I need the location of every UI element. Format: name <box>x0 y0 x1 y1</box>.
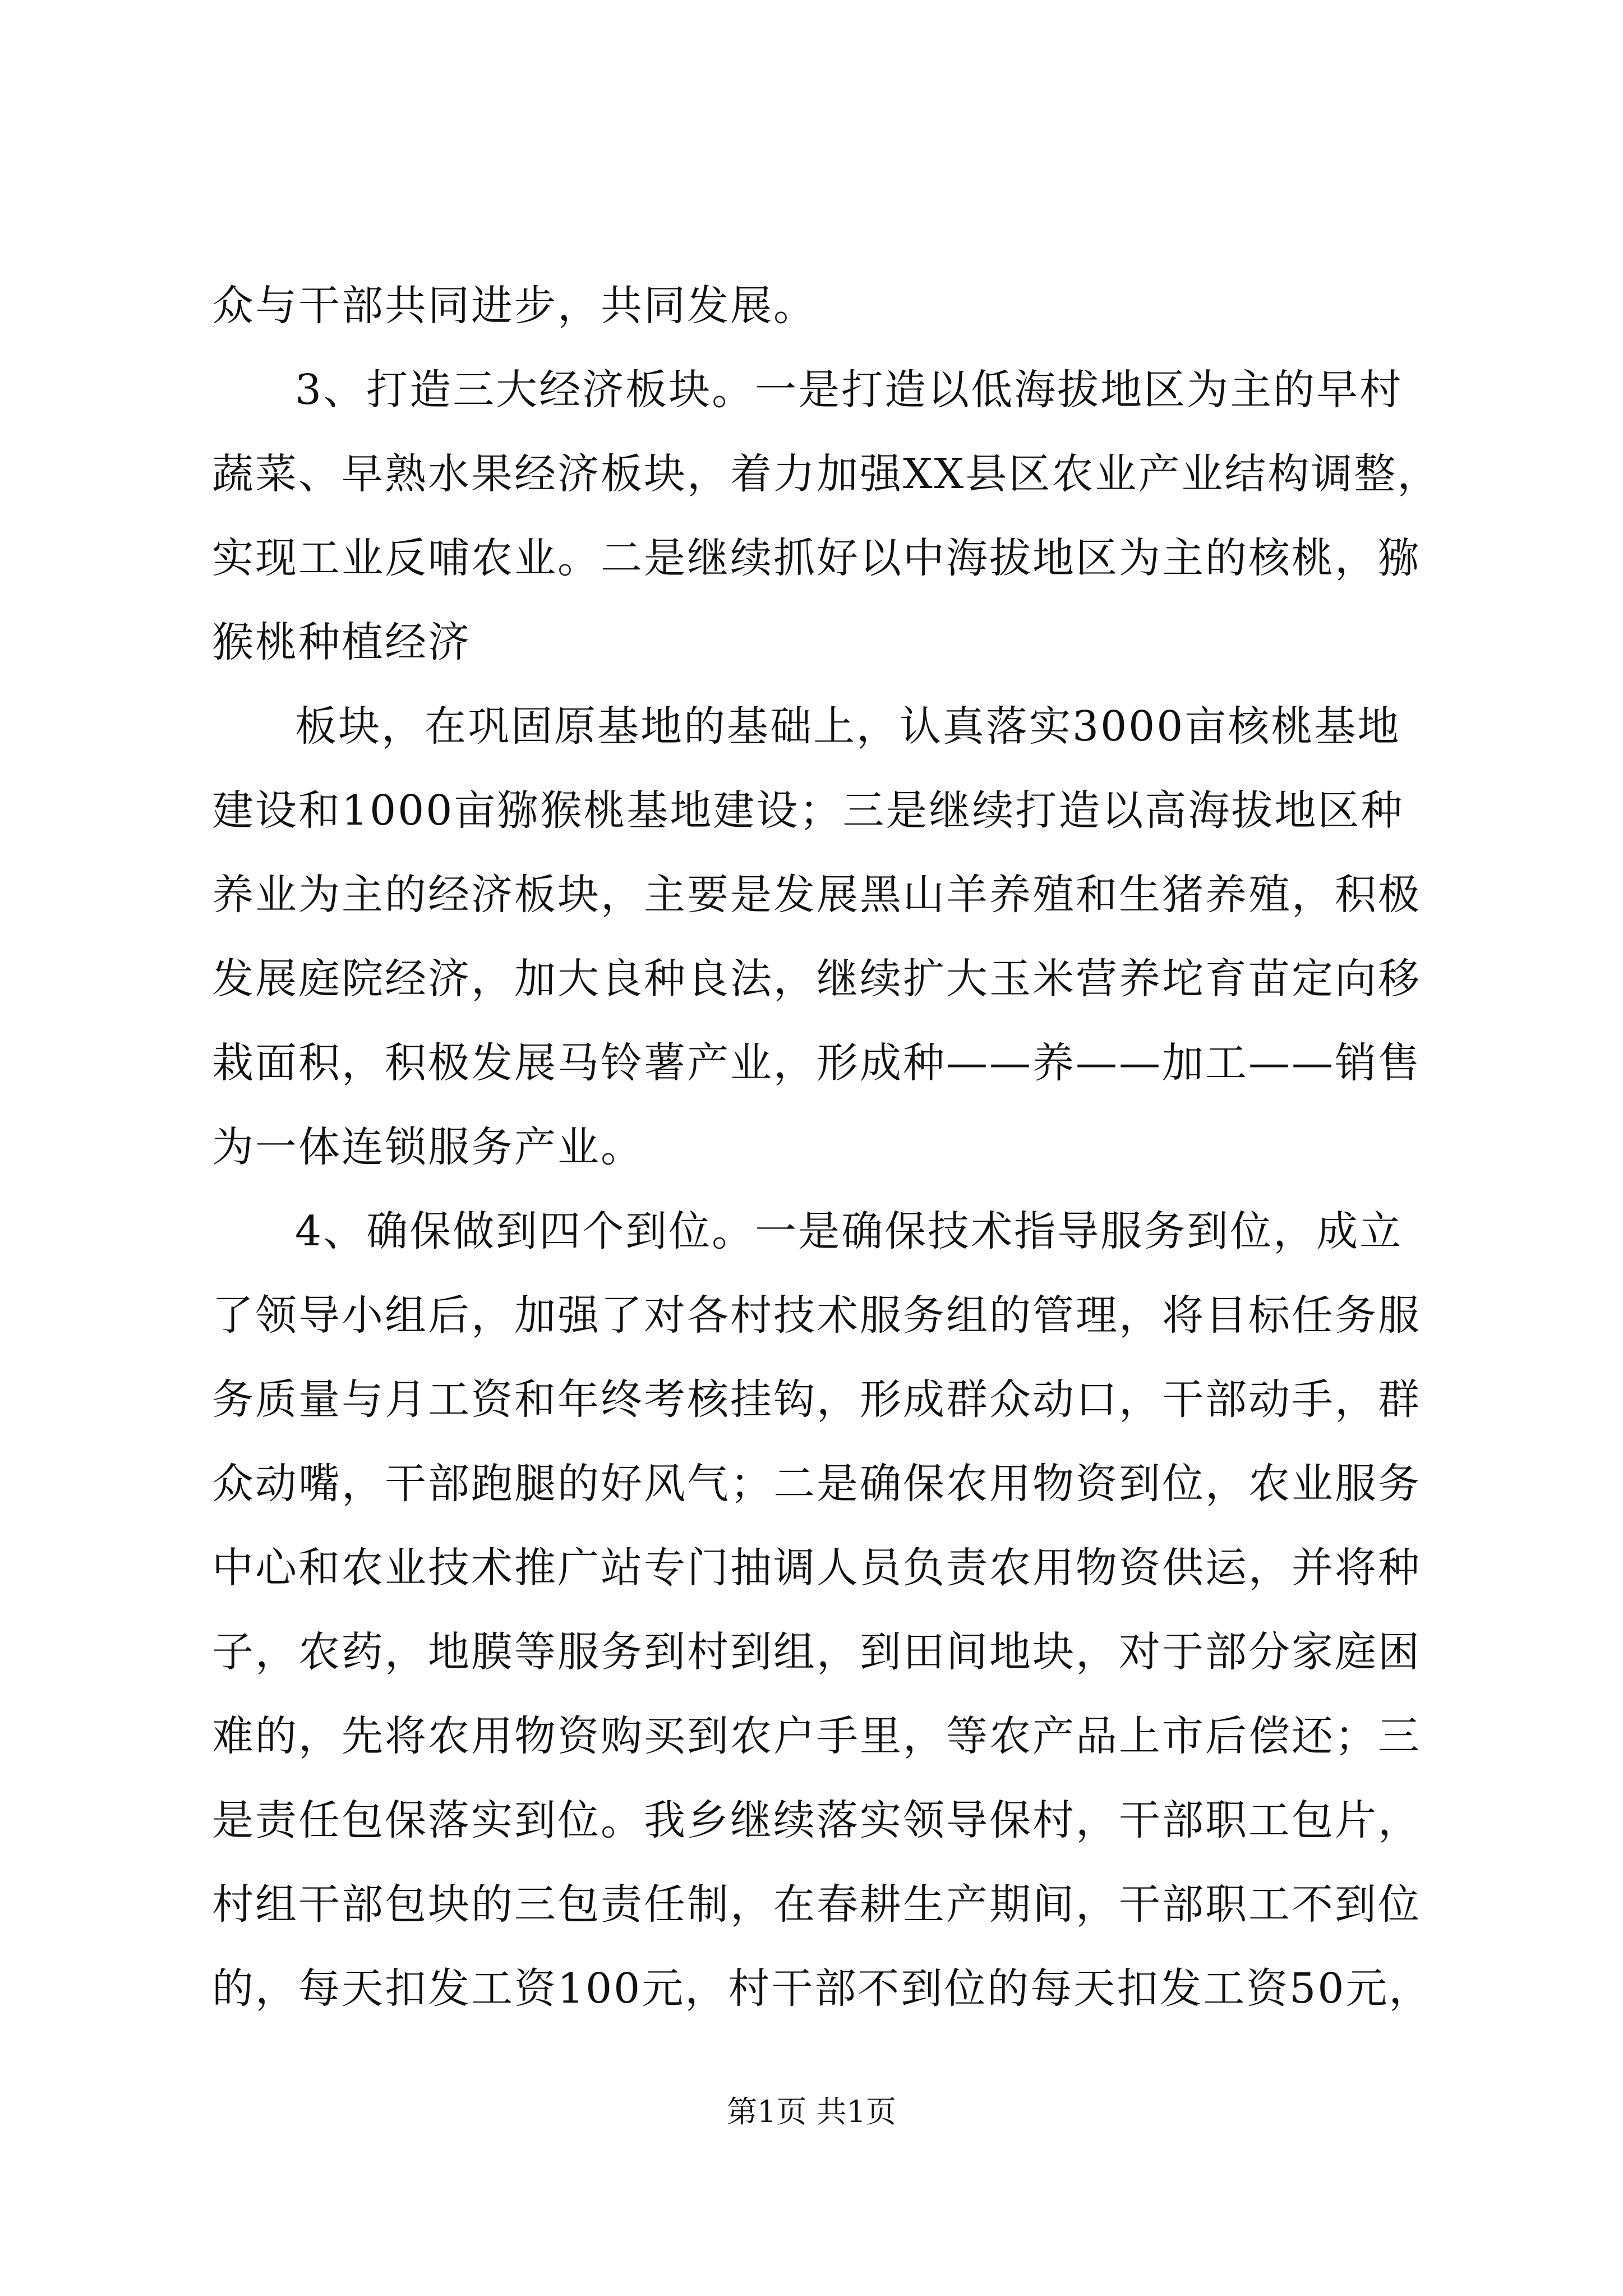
text-line: 了领导小组后，加强了对各村技术服务组的管理，将目标任务服 <box>212 1291 1421 1340</box>
text-line: 猴桃种植经济 <box>212 618 471 666</box>
text-line: 栽面积，积极发展马铃薯产业，形成种——养——加工——销售 <box>212 1039 1421 1087</box>
text-line: 难的，先将农用物资购买到农户手里，等农产品上市后偿还；三 <box>212 1712 1421 1760</box>
text-line: 建设和1000亩猕猴桃基地建设；三是继续打造以高海拔地区种 <box>212 786 1404 835</box>
text-line: 发展庭院经济，加大良种良法，继续扩大玉米营养坨育苗定向移 <box>212 955 1421 1003</box>
text-line: 4、确保做到四个到位。一是确保技术指导服务到位，成立 <box>295 1207 1403 1255</box>
page-footer: 第1页 共1页 <box>727 2094 896 2129</box>
text-line: 养业为主的经济板块，主要是发展黑山羊养殖和生猪养殖，积极 <box>212 871 1421 919</box>
text-line: 子，农药，地膜等服务到村到组，到田间地块，对于部分家庭困 <box>212 1628 1421 1676</box>
text-line: 中心和农业技术推广站专门抽调人员负责农用物资供运，并将种 <box>212 1544 1421 1592</box>
text-line: 众与干部共同进步，共同发展。 <box>212 282 817 330</box>
text-line: 村组干部包块的三包责任制，在春耕生产期间，干部职工不到位 <box>212 1880 1421 1929</box>
text-line: 3、打造三大经济板块。一是打造以低海拔地区为主的早村 <box>295 366 1403 414</box>
text-line: 板块，在巩固原基地的基础上，认真落实3000亩核桃基地 <box>295 702 1401 751</box>
text-line: 务质量与月工资和年终考核挂钩，形成群众动口，干部动手，群 <box>212 1375 1421 1424</box>
text-line: 为一体连锁服务产业。 <box>212 1123 644 1171</box>
text-line: 众动嘴，干部跑腿的好风气；二是确保农用物资到位，农业服务 <box>212 1460 1421 1508</box>
text-line: 蔬菜、早熟水果经济板块，着力加强XX县区农业产业结构调整， <box>212 450 1441 498</box>
text-line: 实现工业反哺农业。二是继续抓好以中海拔地区为主的核桃，猕 <box>212 534 1421 582</box>
text-line: 是责任包保落实到位。我乡继续落实领导保村，干部职工包片， <box>212 1796 1421 1844</box>
text-line: 的，每天扣发工资100元，村干部不到位的每天扣发工资50元， <box>212 1964 1432 2013</box>
